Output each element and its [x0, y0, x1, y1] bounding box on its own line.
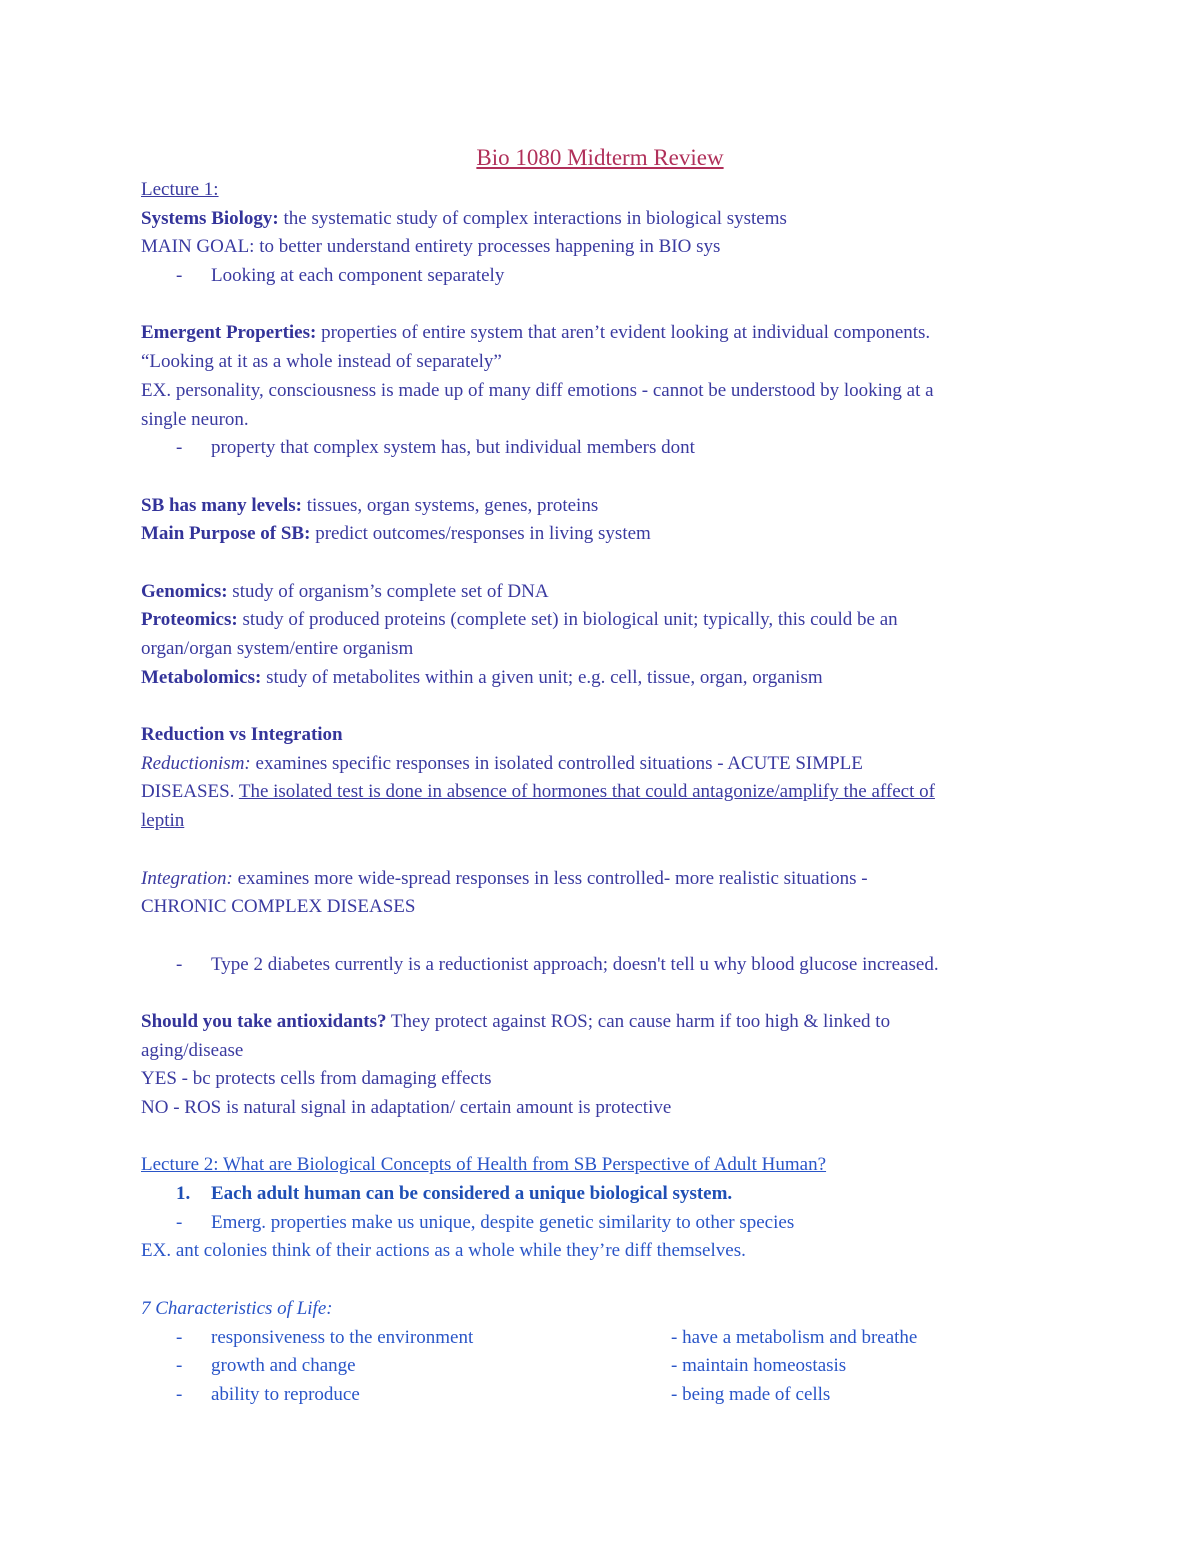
ep-example-1: EX. personality, consciousness is made up of many diff emotions - cannot be understood by looking at a [141, 379, 934, 401]
antiox-no: NO - ROS is natural signal in adaptation/ certain amount is protective [141, 1097, 672, 1118]
purpose-def: predict outcomes/responses in living system [310, 523, 651, 545]
rvi-heading [141, 721, 1061, 750]
bullet-item [141, 262, 1061, 291]
reductionism-definition-3: leptin [141, 810, 185, 832]
metabolomics-def: study of metabolites within a given unit; e.g. cell, tissue, organ, organism [261, 666, 823, 688]
proteomics-definition-2: organ/organ system/entire organism [141, 638, 414, 659]
ant-example: EX. ant colonies think of their actions as a whole while they’re diff themselves. [141, 1240, 746, 1262]
purpose-term: Main Purpose of SB: [141, 523, 311, 545]
genomics-definition [141, 578, 1061, 607]
bullet-item [141, 951, 1061, 980]
bullet-text: Emerg. properties make us unique, despite genetic similarity to other species [211, 1211, 795, 1233]
sb-term: Systems Biology: [141, 207, 279, 229]
metabolomics-term: Metabolomics: [141, 666, 262, 688]
bullet-dash: - [176, 1383, 183, 1405]
sb-definition [141, 205, 1061, 234]
bullet-dash: - [176, 1211, 183, 1233]
proteomics-def: study of produced proteins (complete set) in biological unit; typically, this could be an [237, 609, 898, 631]
char-left: ability to reproduce [211, 1383, 360, 1405]
sb-def: the systematic study of complex interactions in biological systems [278, 207, 787, 229]
bullet-dash: - [176, 1355, 183, 1377]
bullet-text: Type 2 diabetes currently is a reductionist approach; doesn't tell u why blood glucose increased. [211, 953, 939, 975]
main-goal: MAIN GOAL: to better understand entirety processes happening in BIO sys [141, 236, 721, 258]
point-text: Each adult human can be considered a unique biological system. [211, 1183, 733, 1205]
document-title: Bio 1080 Midterm Review [476, 145, 724, 170]
bullet-dash: - [176, 953, 183, 975]
char-left: growth and change [211, 1355, 356, 1377]
bullet-text: Looking at each component separately [211, 265, 505, 287]
bullet-dash: - [176, 1326, 183, 1348]
char-right: - being made of cells [671, 1383, 831, 1405]
metabolomics-definition [141, 664, 1061, 693]
bullet-item [141, 1209, 1061, 1238]
ep-definition [141, 319, 1061, 348]
reductionism-def-2a: DISEASES. [141, 781, 239, 803]
levels-definition [141, 492, 1061, 521]
ep-term: Emergent Properties: [141, 322, 317, 344]
characteristics-row [141, 1352, 1061, 1381]
integration-definition-2: CHRONIC COMPLEX DISEASES [141, 896, 416, 918]
proteomics-term: Proteomics: [141, 609, 238, 631]
char-left: responsiveness to the environment [211, 1326, 474, 1348]
levels-term: SB has many levels: [141, 494, 302, 516]
point-number: 1. [176, 1183, 191, 1205]
char-right: - have a metabolism and breathe [671, 1326, 918, 1348]
levels-def: tissues, organ systems, genes, proteins [302, 494, 599, 516]
characteristics-heading: 7 Characteristics of Life: [141, 1297, 333, 1319]
antiox-question [141, 1008, 1061, 1037]
integration-term: Integration: [141, 867, 233, 889]
characteristics-row [141, 1381, 1061, 1410]
reductionism-def-2b: The isolated test is done in absence of hormones that could antagonize/amplify the affect of [238, 781, 935, 803]
ep-quote: “Looking at it as a whole instead of separately” [141, 351, 502, 373]
reductionism-term: Reductionism: [141, 752, 251, 774]
antiox-term: Should you take antioxidants? [141, 1010, 387, 1032]
reductionism-def: examines specific responses in isolated controlled situations - ACUTE SIMPLE [250, 752, 863, 774]
proteomics-definition [141, 606, 1061, 635]
genomics-def: study of organism’s complete set of DNA [227, 580, 549, 602]
reductionism-definition-2 [141, 778, 1061, 807]
antiox-def: They protect against ROS; can cause harm if too high & linked to [386, 1010, 891, 1032]
antiox-definition-2: aging/disease [141, 1039, 244, 1061]
numbered-point [141, 1180, 1061, 1209]
lecture2-heading: Lecture 2: What are Biological Concepts of Health from SB Perspective of Adult Human? [141, 1154, 827, 1176]
ep-def: properties of entire system that aren’t evident looking at individual components. [316, 322, 931, 344]
rvi-heading-text: Reduction vs Integration [141, 724, 343, 746]
bullet-dash: - [176, 265, 183, 287]
lecture1-heading: Lecture 1: [141, 179, 219, 200]
document-body [141, 176, 1061, 1410]
bullet-item [141, 434, 1061, 463]
integration-def: examines more wide-spread responses in less controlled- more realistic situations - [232, 867, 868, 889]
integration-definition [141, 865, 1061, 894]
bullet-text: property that complex system has, but individual members dont [211, 437, 695, 459]
purpose-definition [141, 520, 1061, 549]
characteristics-row [141, 1324, 1061, 1353]
antiox-yes: YES - bc protects cells from damaging effects [141, 1068, 492, 1090]
reductionism-definition [141, 750, 1061, 779]
ep-example-2: single neuron. [141, 408, 249, 430]
char-right: - maintain homeostasis [671, 1355, 847, 1377]
genomics-term: Genomics: [141, 580, 228, 602]
bullet-dash: - [176, 437, 183, 459]
